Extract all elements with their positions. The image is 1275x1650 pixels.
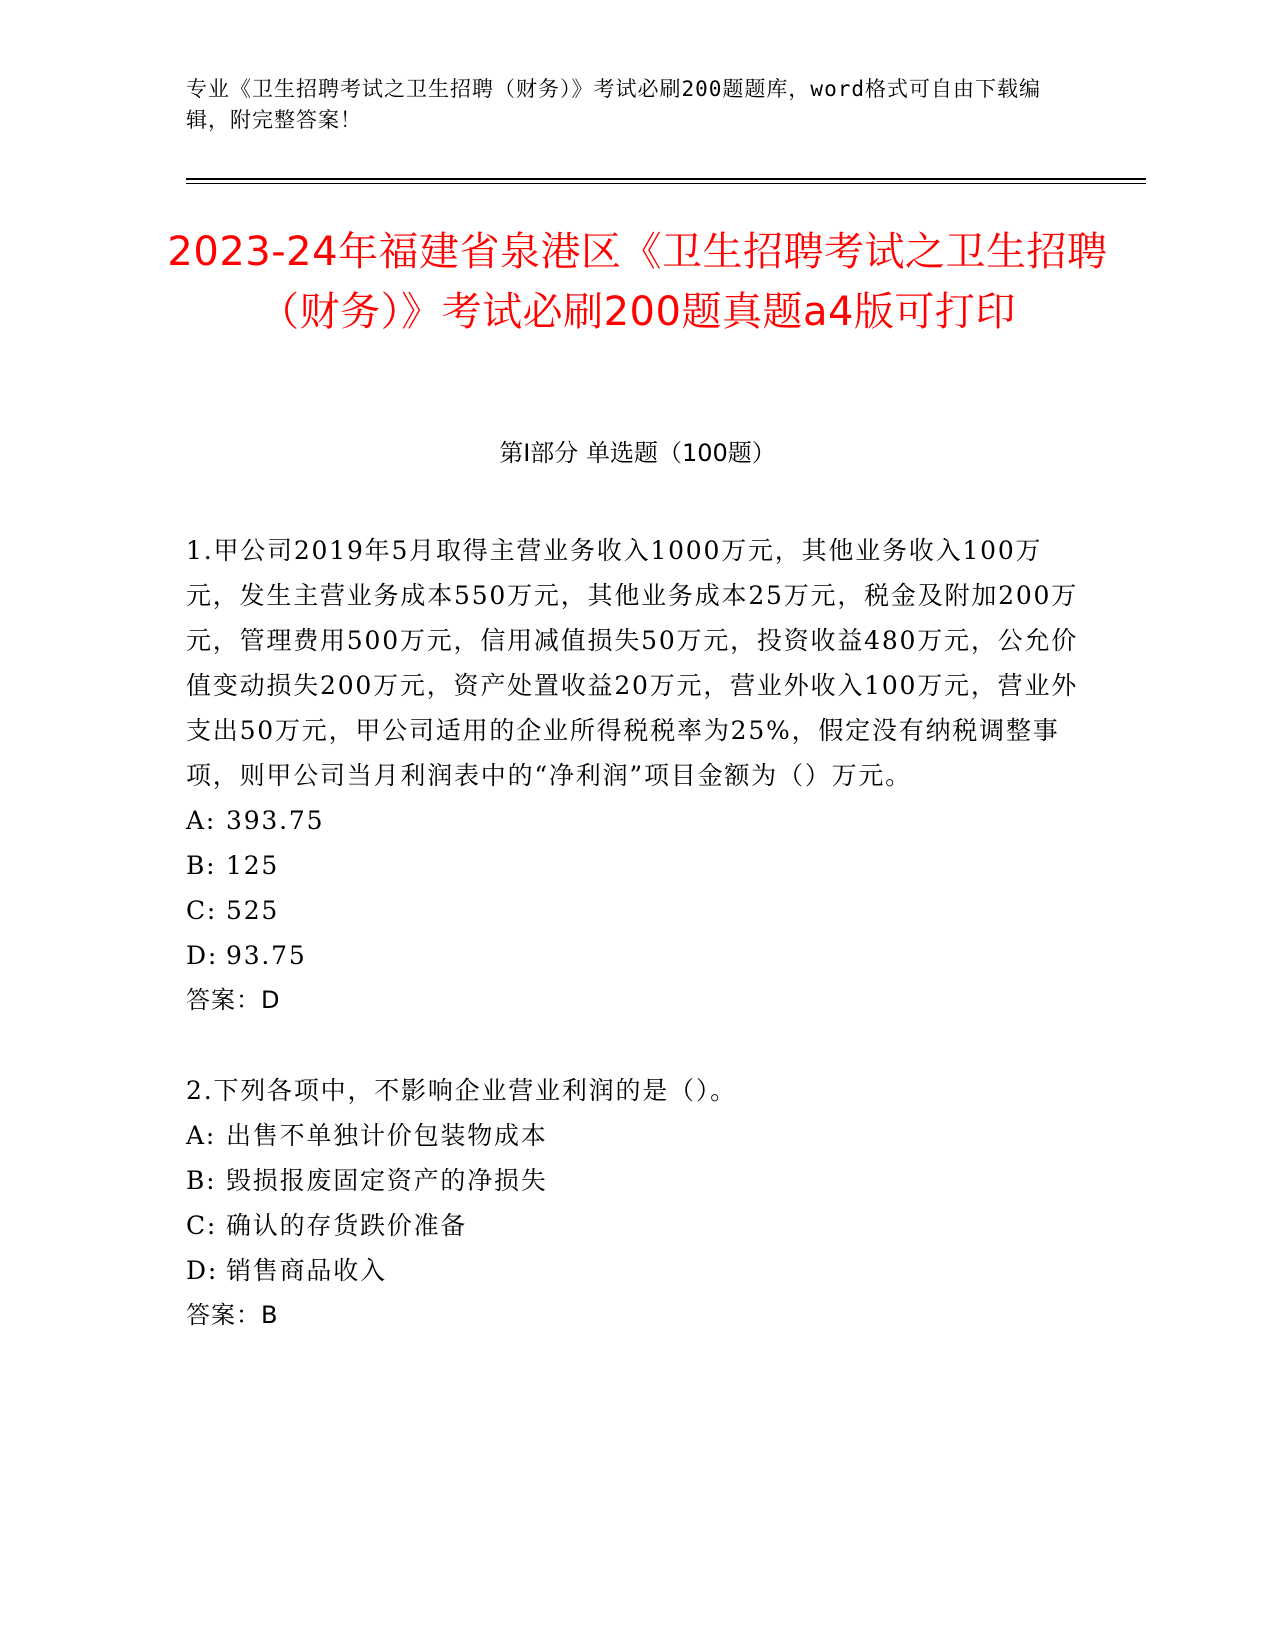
section-title: 第Ⅰ部分 单选题（100题）	[499, 439, 776, 467]
option-text: 393.75	[226, 806, 325, 835]
option-letter: C:	[186, 896, 218, 925]
option-c	[186, 888, 1086, 933]
option-a	[186, 798, 1086, 843]
option-text: 毁损报废固定资产的净损失	[226, 1166, 548, 1195]
option-text: 销售商品收入	[226, 1256, 387, 1285]
option-text: 125	[226, 851, 280, 880]
option-d	[186, 933, 1086, 978]
option-b	[186, 843, 1086, 888]
option-letter: B:	[186, 851, 217, 880]
option-a	[186, 1113, 1086, 1158]
option-d	[186, 1248, 1086, 1293]
option-letter: B:	[186, 1166, 217, 1195]
header-divider-thin	[186, 183, 1146, 184]
option-letter: D:	[186, 1256, 219, 1285]
option-text: 确认的存货跌价准备	[226, 1211, 468, 1240]
option-letter: D:	[186, 941, 219, 970]
question-stem: 2.下列各项中，不影响企业营业利润的是（）。	[186, 1076, 737, 1105]
option-c	[186, 1203, 1086, 1248]
question-stem: 1.甲公司2019年5月取得主营业务收入1000万元，其他业务收入100万元，发生主营业务成本550万元，其他业务成本25万元，税金及附加200万元，管理费用500万元，信用减值损失50万元，投资收益480万元，公允价值变动损失200万元，资产处置收益20万元，营业外收入100万元，营业外支出50万元，甲公司适用的企业所得税税率为25%，假定没有纳税调整事项，则甲公司当月利润表中的“净利润”项目金额为（）万元。	[186, 536, 1079, 790]
document-title: 2023-24年福建省泉港区《卫生招聘考试之卫生招聘（财务）》考试必刷200题真题a4版可打印	[167, 229, 1108, 335]
option-text: 出售不单独计价包装物成本	[226, 1121, 548, 1150]
answer-text: 答案：B	[186, 1301, 279, 1329]
option-text: 525	[226, 896, 280, 925]
header-divider-thick	[186, 178, 1146, 180]
answer-text: 答案：D	[186, 986, 281, 1014]
question-1	[186, 528, 1086, 1023]
question-list	[186, 528, 1086, 1383]
option-b	[186, 1158, 1086, 1203]
question-2	[186, 1068, 1086, 1338]
option-letter: C:	[186, 1211, 218, 1240]
option-letter: A:	[186, 806, 217, 835]
option-text: 93.75	[226, 941, 307, 970]
header-note: 专业《卫生招聘考试之卫生招聘（财务）》考试必刷200题题库，word格式可自由下载编辑，附完整答案！	[186, 77, 1041, 132]
option-letter: A:	[186, 1121, 217, 1150]
